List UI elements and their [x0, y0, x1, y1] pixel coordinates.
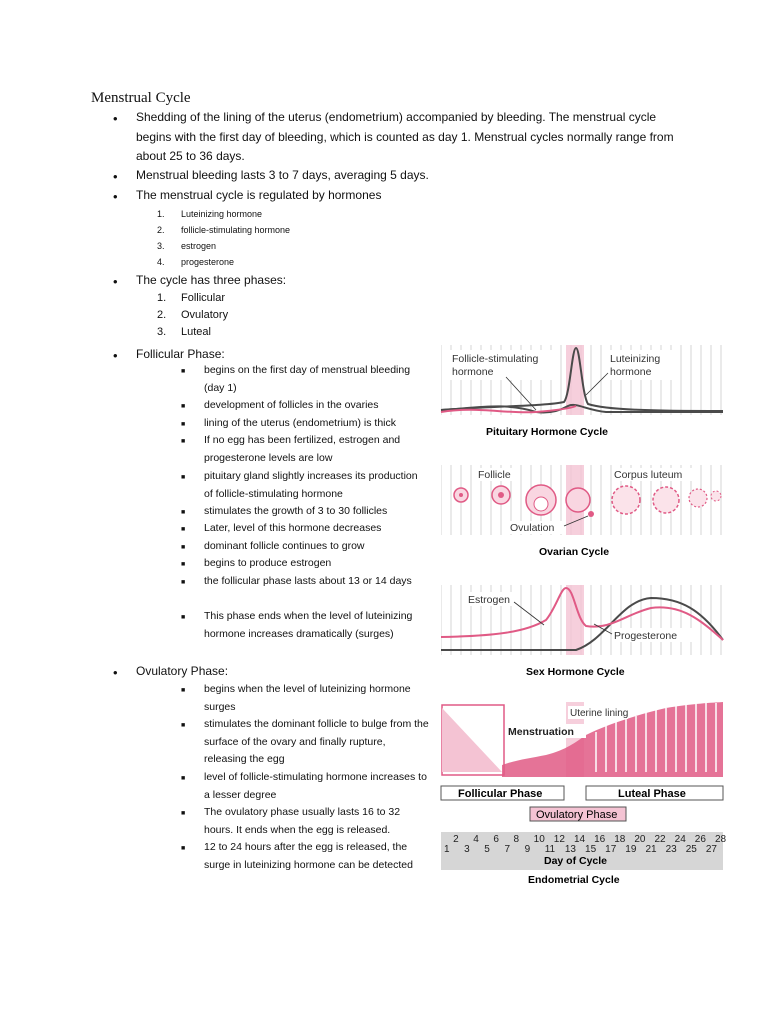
phase-item: Follicular	[181, 292, 226, 304]
hormone-item: estrogen	[181, 241, 217, 251]
ovulatory-item: 12 to 24 hours after the egg is released, the surge in luteinizing hormone can be detected	[204, 841, 413, 871]
square-bullet: ■	[181, 845, 186, 852]
follicular-item: pituitary gland slightly increases its production of follicle-stimulating hormone	[204, 470, 418, 500]
day-tick-label: 5	[484, 844, 490, 855]
follicular-item: This phase ends when the level of luteinizing hormone increases dramatically (surges)	[204, 610, 413, 640]
list-number: 1.	[157, 209, 165, 219]
square-bullet: ■	[181, 526, 186, 533]
ovulatory-item: The ovulatory phase usually lasts 16 to 32 hours. It ends when the egg is released.	[204, 806, 401, 836]
day-tick-label: 21	[645, 844, 657, 855]
square-bullet: ■	[181, 421, 186, 428]
follicular-item: the follicular phase lasts about 13 or 14 days	[204, 575, 412, 587]
day-tick-label: 25	[685, 844, 697, 855]
corpus-luteum-3	[689, 489, 707, 507]
hormone-item: progesterone	[181, 257, 235, 267]
corpus-luteum-2	[653, 487, 679, 513]
uterine-lining-label: Uterine lining	[570, 708, 629, 719]
ovulation-label: Ovulation	[510, 522, 555, 534]
day-tick-label: 9	[524, 844, 531, 855]
day-tick-label: 27	[705, 844, 718, 855]
day-tick-label: 16	[594, 834, 606, 845]
day-tick-label: 10	[533, 834, 545, 845]
hormone-item: follicle-stimulating hormone	[181, 225, 291, 235]
ovulatory-item: begins when the level of luteinizing hormone surges	[204, 683, 411, 713]
ovarian-caption: Ovarian Cycle	[539, 546, 610, 558]
fsh-label-2: hormone	[452, 366, 494, 378]
hormone-item: Luteinizing hormone	[181, 209, 263, 219]
bullet-text: Menstrual bleeding lasts 3 to 7 days, averaging 5 days.	[136, 168, 429, 182]
ovarian-panel	[441, 465, 723, 558]
corpus-luteum-label: Corpus luteum	[614, 469, 683, 481]
follicular-item: development of follicles in the ovaries	[204, 399, 379, 411]
day-tick-label: 20	[634, 834, 646, 845]
corpus-luteum-4	[711, 491, 721, 501]
list-number: 4.	[157, 257, 165, 267]
ovulatory-item: stimulates the dominant follicle to bulge from the surface of the ovary and finally rupture, releasing the egg	[204, 718, 429, 765]
follicular-item: begins to produce estrogen	[204, 557, 332, 569]
day-tick-label: 6	[493, 834, 499, 845]
day-tick-label: 22	[654, 834, 666, 845]
list-number: 3.	[157, 241, 165, 251]
lh-label-2: hormone	[610, 366, 652, 378]
bullet-dot: •	[113, 169, 118, 184]
square-bullet: ■	[181, 614, 186, 621]
follicular-item: begins on the first day of menstrual bleeding (day 1)	[204, 364, 411, 394]
day-tick-label: 1	[444, 844, 450, 855]
day-tick-label: 18	[614, 834, 626, 845]
page-title: Menstrual Cycle	[91, 90, 191, 106]
list-number: 3.	[157, 326, 167, 338]
ovulation-follicle	[566, 488, 590, 512]
day-tick-label: 19	[625, 844, 637, 855]
day-tick-label: 28	[714, 834, 727, 845]
day-tick-label: 7	[504, 844, 511, 855]
square-bullet: ■	[181, 438, 186, 445]
phase-item: Luteal	[181, 326, 211, 338]
day-tick-label: 24	[674, 834, 686, 845]
square-bullet: ■	[181, 722, 186, 729]
axis-label: Day of Cycle	[544, 855, 608, 867]
fsh-label: Follicle-stimulating	[452, 353, 539, 365]
day-tick-label: 15	[585, 844, 597, 855]
square-bullet: ■	[181, 561, 186, 568]
follicular-phase-label: Follicular Phase	[458, 788, 543, 800]
day-tick-label: 13	[564, 844, 577, 855]
follicular-item: Later, level of this hormone decreases	[204, 522, 382, 534]
follicle-label: Follicle	[478, 469, 511, 481]
lh-label: Luteinizing	[610, 353, 661, 365]
bullet-dot: •	[113, 111, 118, 126]
day-tick-label: 8	[513, 834, 520, 845]
square-bullet: ■	[181, 509, 186, 516]
day-tick-label: 11	[544, 844, 556, 855]
sex-hormone-panel	[441, 585, 723, 678]
square-bullet: ■	[181, 775, 186, 782]
square-bullet: ■	[181, 403, 186, 410]
day-tick-label: 26	[694, 834, 706, 845]
corpus-luteum-1	[612, 486, 640, 514]
pituitary-caption: Pituitary Hormone Cycle	[486, 426, 608, 438]
endometrial-caption: Endometrial Cycle	[528, 874, 620, 886]
list-number: 2.	[157, 225, 165, 235]
day-tick-label: 12	[553, 834, 565, 845]
endometrial-panel	[441, 702, 727, 886]
follicular-item: lining of the uterus (endometrium) is thick	[204, 417, 396, 429]
bullet-text: Shedding of the lining of the uterus (endometrium) accompanied by bleeding. The menstrual cycle begins with the first day of bleeding, which is counted as day 1. Menstrual cycles normally range from about 25 to 36 days.	[136, 110, 674, 163]
menstrual-cycle-diagram	[436, 340, 736, 900]
follicular-heading: Follicular Phase:	[136, 347, 225, 361]
phases-intro: The cycle has three phases:	[136, 273, 287, 287]
square-bullet: ■	[181, 368, 186, 375]
square-bullet: ■	[181, 687, 186, 694]
list-number: 2.	[157, 309, 167, 321]
square-bullet: ■	[181, 544, 186, 551]
progesterone-label: Progesterone	[614, 630, 678, 642]
estrogen-label: Estrogen	[468, 594, 511, 606]
phase-item: Ovulatory	[181, 309, 229, 321]
ovulatory-heading: Ovulatory Phase:	[136, 664, 229, 678]
sex-hormone-caption: Sex Hormone Cycle	[526, 666, 625, 678]
day-tick-label: 3	[464, 844, 470, 855]
square-bullet: ■	[181, 810, 186, 817]
square-bullet: ■	[181, 579, 186, 586]
day-tick-label: 4	[473, 834, 479, 845]
bullet-dot: •	[113, 348, 118, 363]
luteal-phase-label: Luteal Phase	[618, 788, 686, 800]
bullet-dot: •	[113, 274, 118, 289]
day-tick-label: 14	[573, 834, 586, 845]
ovulatory-item: level of follicle-stimulating hormone increases to a lesser degree	[204, 771, 427, 801]
pituitary-panel	[441, 345, 723, 438]
bullet-text: The menstrual cycle is regulated by hormones	[136, 188, 382, 202]
bullet-dot: •	[113, 189, 118, 204]
follicular-item: dominant follicle continues to grow	[204, 540, 365, 552]
day-tick-label: 2	[453, 834, 459, 845]
day-tick-label: 17	[605, 844, 617, 855]
follicular-item: stimulates the growth of 3 to 30 follicles	[204, 505, 388, 517]
menstruation-label: Menstruation	[508, 726, 574, 738]
day-tick-label: 23	[665, 844, 677, 855]
square-bullet: ■	[181, 474, 186, 481]
follicular-item: If no egg has been fertilized, estrogen and progesterone levels are low	[204, 434, 401, 464]
list-number: 1.	[157, 292, 167, 304]
bullet-dot: •	[113, 665, 118, 680]
ovulatory-phase-label: Ovulatory Phase	[536, 809, 618, 821]
